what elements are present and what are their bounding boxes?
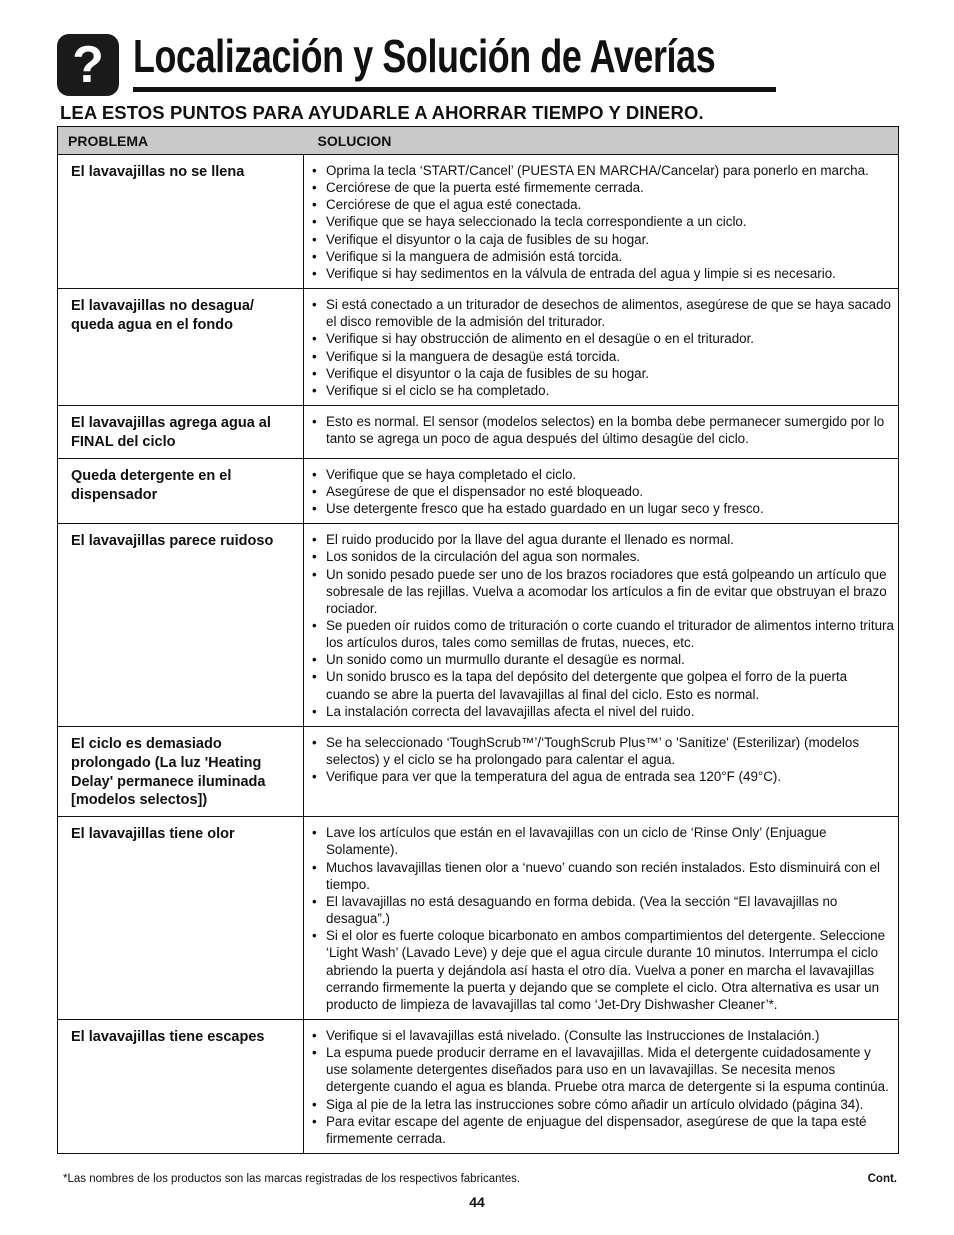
question-mark-icon: ? (57, 34, 119, 96)
list-item: • Verifique el disyuntor o la caja de fusibles de su hogar. (312, 231, 894, 248)
list-item: • El ruido producido por la llave del agua durante el llenado es normal. (312, 531, 894, 548)
list-item: • El lavavajillas no está desaguando en forma debida. (Vea la sección “El lavavajillas no desagua”.) (312, 893, 894, 927)
continued-label: Cont. (867, 1173, 897, 1185)
solution-list (312, 824, 894, 1013)
list-item: • Cerciórese de que el agua esté conectada. (312, 196, 894, 213)
table-row (58, 817, 899, 1020)
solution-list (312, 466, 894, 517)
title-underline (133, 87, 776, 92)
list-item: • Verifique para ver que la temperatura del agua de entrada sea 120°F (49°C). (312, 768, 894, 785)
solution-cell (304, 458, 899, 523)
list-item: • Asegúrese de que el dispensador no esté bloqueado. (312, 483, 894, 500)
list-item: • La espuma puede producir derrame en el lavavajillas. Mida el detergente cuidadosamente y use solamente detergentes diseñados para uso en un lavavajillas. Se necesita menos detergente cuando el agua es blanda. Pruebe otra marca de detergente si la espuma continúa. (312, 1044, 894, 1095)
solution-cell (304, 155, 899, 289)
problem-cell: El lavavajillas parece ruidoso (58, 524, 304, 727)
solution-list (312, 531, 894, 720)
list-item: • Lave los artículos que están en el lavavajillas con un ciclo de ‘Rinse Only’ (Enjuague Solamente). (312, 824, 894, 858)
list-item: • Verifique el disyuntor o la caja de fusibles de su hogar. (312, 365, 894, 382)
list-item: • Esto es normal. El sensor (modelos selectos) en la bomba debe permanecer sumergido por lo tanto se agrega un poco de agua después del último desagüe del ciclo. (312, 413, 894, 447)
problem-cell: Queda detergente en el dispensador (58, 458, 304, 523)
problem-cell: El lavavajillas tiene olor (58, 817, 304, 1020)
list-item: • Verifique si el ciclo se ha completado. (312, 382, 894, 399)
column-header-solution: SOLUCION (304, 127, 899, 155)
page-title: Localización y Solución de Averías (133, 30, 716, 82)
table-row (58, 1020, 899, 1154)
problem-cell: El lavavajillas no se llena (58, 155, 304, 289)
page-number: 44 (469, 1194, 485, 1210)
list-item: • Verifique si la manguera de admisión está torcida. (312, 248, 894, 265)
list-item: • Si está conectado a un triturador de desechos de alimentos, asegúrese de que se haya sacado el disco removible de la admisión del triturador. (312, 296, 894, 330)
list-item: • Verifique que se haya seleccionado la tecla correspondiente a un ciclo. (312, 213, 894, 230)
list-item: • Verifique si la manguera de desagüe está torcida. (312, 348, 894, 365)
page-header (57, 30, 727, 100)
solution-list (312, 1027, 894, 1147)
solution-cell (304, 1020, 899, 1154)
page-subtitle: LEA ESTOS PUNTOS PARA AYUDARLE A AHORRAR TIEMPO Y DINERO. (60, 102, 704, 123)
table-row (58, 524, 899, 727)
list-item: • Oprima la tecla ‘START/Cancel’ (PUESTA EN MARCHA/Cancelar) para ponerlo en marcha. (312, 162, 894, 179)
list-item: • Verifique si hay sedimentos en la válvula de entrada del agua y limpie si es necesario. (312, 265, 894, 282)
list-item: • Los sonidos de la circulación del agua son normales. (312, 548, 894, 565)
list-item: • Use detergente fresco que ha estado guardado en un lugar seco y fresco. (312, 500, 894, 517)
list-item: • Un sonido brusco es la tapa del depósito del detergente que golpea el forro de la puerta cuando se abre la puerta del lavavajillas al final del ciclo. Esto es normal. (312, 668, 894, 702)
solution-list (312, 162, 894, 282)
solution-cell (304, 524, 899, 727)
problem-cell: El lavavajillas agrega agua al FINAL del ciclo (58, 406, 304, 459)
list-item: • Para evitar escape del agente de enjuague del dispensador, asegúrese de que la tapa esté firmemente cerrada. (312, 1113, 894, 1147)
list-item: • Cerciórese de que la puerta esté firmemente cerrada. (312, 179, 894, 196)
list-item: • Siga al pie de la letra las instrucciones sobre cómo añadir un artículo olvidado (página 34). (312, 1096, 894, 1113)
list-item: • Verifique si hay obstrucción de alimento en el desagüe o en el triturador. (312, 330, 894, 347)
problem-cell: El lavavajillas tiene escapes (58, 1020, 304, 1154)
solution-cell (304, 817, 899, 1020)
list-item: • Verifique si el lavavajillas está nivelado. (Consulte las Instrucciones de Instalación.) (312, 1027, 894, 1044)
solution-cell (304, 406, 899, 459)
table-header-row (58, 127, 899, 155)
problem-cell: El lavavajillas no desagua/ queda agua en el fondo (58, 289, 304, 406)
list-item: • Un sonido como un murmullo durante el desagüe es normal. (312, 651, 894, 668)
solution-list (312, 296, 894, 399)
solution-cell (304, 726, 899, 816)
column-header-problem: PROBLEMA (58, 127, 304, 155)
list-item: • La instalación correcta del lavavajillas afecta el nivel del ruido. (312, 703, 894, 720)
solution-cell (304, 289, 899, 406)
list-item: • Muchos lavavajillas tienen olor a ‘nuevo’ cuando son recién instalados. Esto disminuirá con el tiempo. (312, 859, 894, 893)
solution-list (312, 734, 894, 785)
table-row (58, 155, 899, 289)
table-row (58, 726, 899, 816)
list-item: • Verifique que se haya completado el ciclo. (312, 466, 894, 483)
table-row (58, 458, 899, 523)
table-row (58, 406, 899, 459)
list-item: • Si el olor es fuerte coloque bicarbonato en ambos compartimientos del detergente. Seleccione ‘Light Wash’ (Lavado Leve) y deje que el agua circule durante 10 minutos. Interrumpa el ciclo abriendo la puerta y dejándola así hasta el otro día. Vuelva a poner en marcha el lavavajillas cerrando firmemente la puerta y dejando que se complete el ciclo. Otra alternativa es usar un producto de limpieza de lavavajillas tal como ‘Jet-Dry Dishwasher Cleaner’*. (312, 927, 894, 1013)
list-item: • Un sonido pesado puede ser uno de los brazos rociadores que está golpeando un artículo que sobresale de las rejillas. Vuelva a acomodar los artículos a fin de evitar que obstruyan el brazo rociador. (312, 566, 894, 617)
list-item: • Se pueden oír ruidos como de trituración o corte cuando el triturador de alimentos interno tritura los artículos duros, tales como semillas de frutas, nueces, etc. (312, 617, 894, 651)
troubleshooting-table (57, 126, 899, 1154)
solution-list (312, 413, 894, 447)
footnote: *Las nombres de los productos son las marcas registradas de los respectivos fabricantes. (63, 1173, 521, 1185)
problem-cell: El ciclo es demasiado prolongado (La luz 'Heating Delay' permanece iluminada [modelos selectos]) (58, 726, 304, 816)
list-item: • Se ha seleccionado ‘ToughScrub™’/‘ToughScrub Plus™’ o 'Sanitize' (Esterilizar) (modelos selectos) y el ciclo se ha prolongado para calentar el agua. (312, 734, 894, 768)
table-row (58, 289, 899, 406)
